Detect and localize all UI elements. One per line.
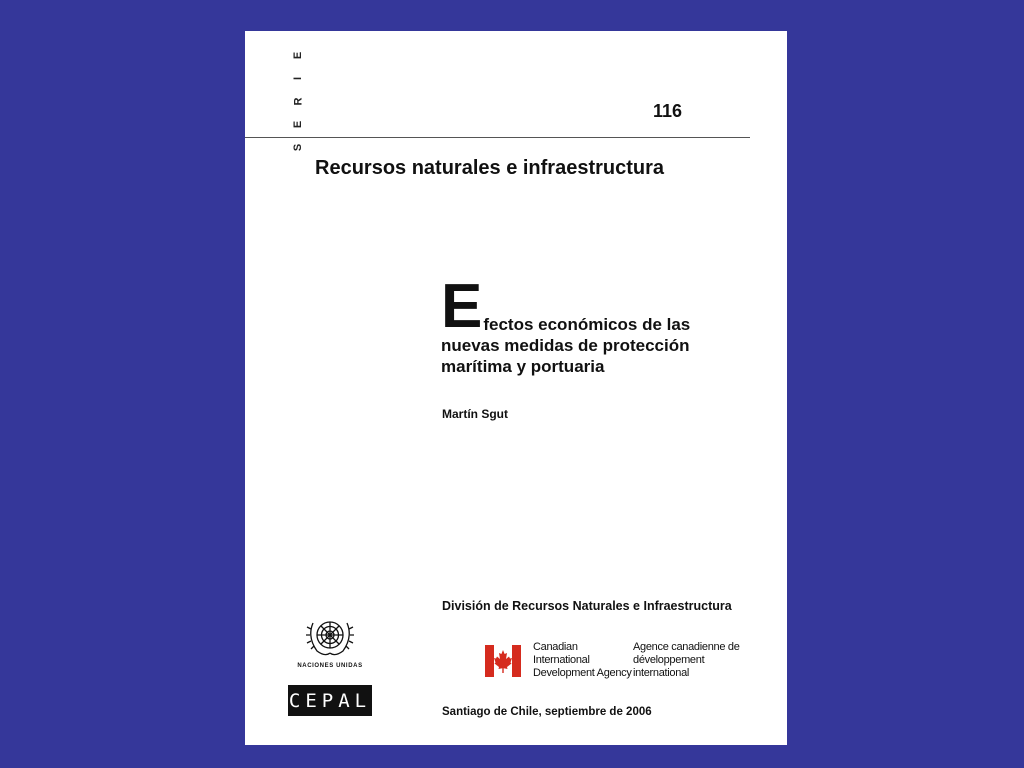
- serie-letter: E: [292, 51, 305, 60]
- series-number: 116: [653, 101, 683, 121]
- title-line-2: nuevas medidas de protección: [441, 336, 690, 355]
- division-name: División de Recursos Naturales e Infraestructura: [442, 599, 732, 613]
- canada-flag-icon: [485, 645, 521, 677]
- cida-en-line-2: Development Agency: [533, 667, 632, 679]
- serie-letter: S: [292, 143, 305, 152]
- cida-en-line-1: Canadian International: [533, 641, 590, 666]
- cida-fr-line-2: développement international: [633, 654, 705, 679]
- author-name: Martín Sgut: [442, 407, 508, 421]
- document-cover: [245, 31, 787, 745]
- un-logo: [295, 613, 365, 669]
- cida-name-english: [533, 641, 633, 680]
- title-line-3: marítima y portuaria: [441, 357, 605, 376]
- series-title: Recursos naturales e infraestructura: [315, 157, 665, 179]
- un-caption: NACIONES UNIDAS: [297, 663, 363, 669]
- un-emblem-icon: [303, 613, 357, 661]
- title-line-1: fectos económicos de las: [483, 315, 691, 334]
- serie-letter: I: [292, 76, 305, 81]
- cepal-logo: CEPAL: [288, 685, 372, 716]
- cida-name-french: [633, 641, 763, 680]
- publication-imprint: Santiago de Chile, septiembre de 2006: [442, 706, 652, 718]
- serie-letter: E: [292, 120, 305, 129]
- header-divider: [245, 137, 750, 138]
- serie-letter: R: [292, 97, 305, 106]
- cida-logo: [485, 641, 763, 680]
- serie-vertical-label: [289, 49, 309, 154]
- title-drop-cap: E: [441, 272, 483, 341]
- document-title: [441, 272, 741, 377]
- cida-fr-line-1: Agence canadienne de: [633, 641, 740, 653]
